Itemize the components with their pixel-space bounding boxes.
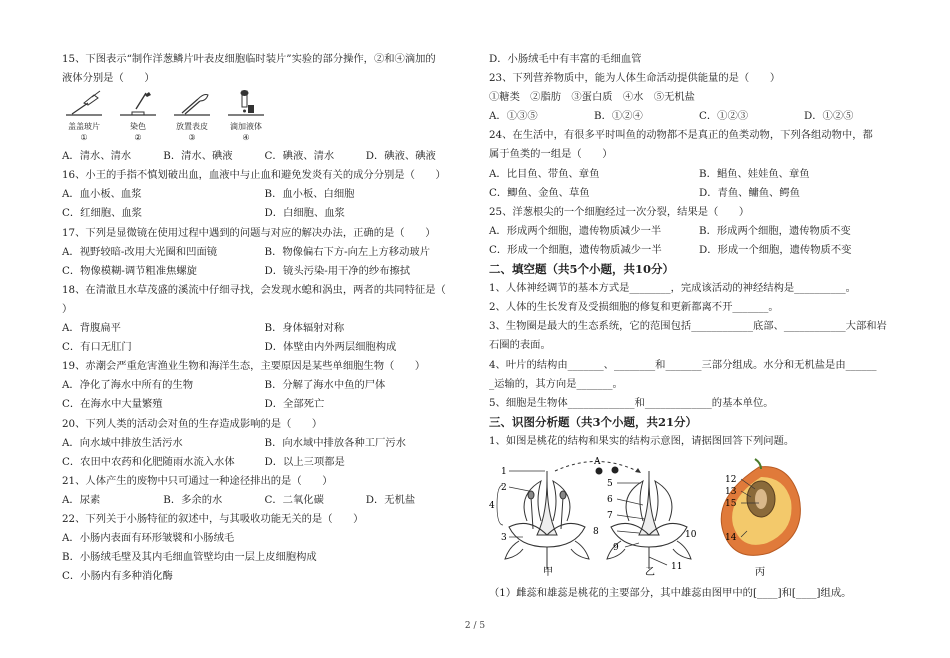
fill-q3-line1: 3、生物圈是最大的生态系统，它的范围包括____________底部、____________大部和岩 — [489, 320, 887, 333]
fig-num-1: 1 — [501, 466, 507, 477]
q24-option-b[interactable]: B．鲳鱼、娃娃鱼、章鱼 — [699, 167, 810, 180]
q19-option-d[interactable]: D．全部死亡 — [264, 398, 325, 411]
fig-num-6: 6 — [607, 494, 613, 505]
q24-option-c[interactable]: C．鲫鱼、金鱼、草鱼 — [489, 186, 590, 199]
page-number: 2 / 5 — [464, 621, 486, 631]
q15-fig1-num: ① — [80, 133, 88, 143]
q18-option-b[interactable]: B．身体辐射对称 — [264, 322, 345, 335]
caption-bing: 丙 — [755, 566, 765, 577]
q15-figure-strip — [64, 89, 467, 147]
fig-num-2: 2 — [501, 482, 507, 493]
q21-options — [62, 491, 467, 510]
fig-num-12: 12 — [725, 474, 737, 485]
q24-stem-line2: 属于鱼类的一组是（ ） — [489, 148, 613, 161]
q18-option-d[interactable]: D．体壁由内外两层细胞构成 — [264, 341, 397, 354]
fig-num-9: 9 — [613, 542, 619, 553]
fig-num-14: 14 — [725, 532, 737, 543]
pollen-dot-2 — [612, 466, 619, 473]
q15-option-d[interactable]: D．碘液、碘液 — [365, 150, 436, 163]
q19-options-cd — [62, 395, 467, 414]
right-column — [489, 50, 909, 603]
q15-fig4-label: 滴加液体 — [230, 122, 262, 132]
q17-options-cd — [62, 262, 467, 281]
fill-q1: 1、人体神经调节的基本方式是________，完成该活动的神经结构是__________。 — [489, 282, 856, 295]
q18-options-cd — [62, 338, 467, 357]
cover-slip-illustration — [64, 89, 104, 121]
q17-option-c[interactable]: C．物像模糊-调节粗准焦螺旋 — [62, 264, 197, 277]
q18-option-a[interactable]: A．背腹扁平 — [62, 322, 121, 335]
fig-num-10: 10 — [685, 529, 697, 540]
section-2-heading: 二、填空题（共5个小题，共10分） — [489, 262, 675, 277]
q23-option-a[interactable]: A．①③⑤ — [489, 110, 538, 123]
q18-options-ab — [62, 319, 467, 338]
q20-option-c[interactable]: C．农田中农药和化肥随雨水流入水体 — [62, 455, 235, 468]
arrow-label-a: A — [594, 456, 601, 467]
q15-options — [62, 147, 467, 166]
fig-num-3: 3 — [501, 532, 507, 543]
q15-figure-drop-liquid — [226, 89, 266, 143]
peach-flower-figure — [489, 457, 889, 577]
q24-option-a[interactable]: A．比目鱼、带鱼、章鱼 — [489, 167, 600, 180]
fig-num-4: 4 — [489, 500, 495, 511]
q22-stem: 22、下列关于小肠特征的叙述中，与其吸收功能无关的是（ ） — [62, 512, 364, 525]
q19-option-b[interactable]: B．分解了海水中鱼的尸体 — [264, 379, 386, 392]
q22-option-d[interactable]: D．小肠绒毛中有丰富的毛细血管 — [489, 53, 642, 65]
q15-stem-line1: 15、下图表示“制作洋葱鳞片叶表皮细胞临时装片”实验的部分操作，②和④滴加的 — [62, 53, 436, 65]
q25-option-c[interactable]: C．形成一个细胞，遗传物质减少一半 — [489, 243, 662, 256]
q17-option-d[interactable]: D．镜头污染-用干净的纱布擦拭 — [264, 264, 411, 277]
fig-num-5: 5 — [607, 478, 613, 489]
q15-fig1-label: 盖盖玻片 — [68, 122, 100, 132]
flower-jia-illustration — [505, 471, 589, 569]
q25-option-a[interactable]: A．形成两个细胞，遗传物质减少一半 — [489, 224, 662, 237]
flower-yi-illustration — [607, 471, 691, 569]
q25-options-ab — [489, 222, 909, 241]
q23-option-c[interactable]: C．①②③ — [699, 110, 749, 123]
q16-option-c[interactable]: C．红细胞、血浆 — [62, 207, 142, 220]
q17-options-ab — [62, 243, 467, 262]
q20-stem: 20、下列人类的活动会对鱼的生存造成影响的是（ ） — [62, 417, 323, 430]
fill-q2: 2、人体的生长发育及受损细胞的修复和更新都离不开_______。 — [489, 301, 779, 314]
q23-option-b[interactable]: B．①②④ — [594, 110, 643, 123]
fill-q3-line2: 石圈的表面。 — [489, 339, 551, 352]
q15-fig2-label: 染色 — [130, 122, 146, 132]
q22-option-b[interactable]: B．小肠绒毛壁及其内毛细血管壁均由一层上皮细胞构成 — [62, 551, 317, 564]
q20-options-ab — [62, 434, 467, 453]
q24-option-d[interactable]: D．青鱼、鳙鱼、鳄鱼 — [699, 186, 800, 199]
fill-q4-line2: _运输的，其方向是_______。 — [489, 377, 623, 390]
q23-items: ①糖类 ②脂肪 ③蛋白质 ④水 ⑤无机盐 — [489, 91, 695, 104]
q17-stem: 17、下列是显微镜在使用过程中遇到的问题与对应的解决办法，正确的是（ ） — [62, 226, 436, 239]
q15-stem-line2: 液体分别是（ ） — [62, 72, 155, 85]
q16-option-d[interactable]: D．白细胞、血浆 — [264, 207, 345, 220]
q24-stem-line1: 24、在生活中，有很多平时叫鱼的动物都不是真正的鱼类动物，下列各组动物中，都 — [489, 129, 873, 142]
q25-option-b[interactable]: B．形成两个细胞，遗传物质不变 — [699, 224, 851, 237]
q15-fig2-num: ② — [134, 133, 142, 143]
q25-stem: 25、洋葱根尖的一个细胞经过一次分裂，结果是（ ） — [489, 205, 750, 218]
drop-liquid-illustration — [226, 89, 266, 121]
stain-illustration — [118, 89, 158, 121]
q15-fig3-num: ③ — [188, 133, 196, 143]
q31-sub1: （1）雌蕊和雄蕊是桃花的主要部分，其中雄蕊由图甲中的[____]和[____]组成。 — [489, 587, 852, 600]
q20-option-d[interactable]: D．以上三项都是 — [264, 455, 345, 468]
fig-num-13: 13 — [725, 486, 737, 497]
q24-options-ab — [489, 165, 909, 184]
section-3-heading: 三、识图分析题（共3个小题，共21分） — [489, 414, 698, 429]
q19-stem: 19、赤潮会严重危害渔业生物和海洋生态，主要原因是某些单细胞生物（ ） — [62, 360, 426, 373]
q15-figure-cover-slip — [64, 89, 104, 143]
q19-option-c[interactable]: C．在海水中大量繁殖 — [62, 398, 163, 411]
q21-option-b[interactable]: B．多余的水 — [163, 493, 223, 506]
q20-option-b[interactable]: B．向水域中排放各种工厂污水 — [264, 436, 406, 449]
q19-options-ab — [62, 376, 467, 395]
fill-q4-line1: 4、叶片的结构由_______、________和_______三部分组成。水分和无机盐是由______ — [489, 358, 877, 371]
q15-figure-stain — [118, 89, 158, 143]
q21-option-d[interactable]: D．无机盐 — [365, 493, 416, 506]
q16-stem: 16、小王的手指不慎划破出血，血液中与止血和避免发炎有关的成分分别是（ ） — [62, 169, 446, 182]
q31-stem: 1、如图是桃花的结构和果实的结构示意图，请据图回答下列问题。 — [489, 434, 795, 447]
flower-yi-leader-lines — [617, 483, 667, 565]
q16-option-a[interactable]: A．血小板、血浆 — [62, 188, 142, 201]
q20-options-cd — [62, 453, 467, 472]
q17-option-a[interactable]: A．视野较暗-改用大光圈和凹面镜 — [62, 245, 218, 258]
caption-yi: 乙 — [645, 566, 655, 577]
q18-stem-line1: 18、在清澈且水草茂盛的溪流中仔细寻找，会发现水螅和涡虫，两者的共同特征是（ — [62, 283, 446, 296]
left-column — [62, 50, 467, 586]
fig-num-15: 15 — [725, 498, 737, 509]
q18-stem-line2: ） — [62, 302, 73, 315]
q23-options — [489, 107, 909, 126]
q15-fig3-label: 放置表皮 — [176, 122, 208, 132]
q22-option-c[interactable]: C．小肠内有多种消化酶 — [62, 570, 173, 583]
place-epidermis-illustration — [172, 89, 212, 121]
q16-options-ab — [62, 185, 467, 204]
q15-fig4-num: ④ — [242, 133, 250, 143]
fig-num-8: 8 — [593, 526, 599, 537]
q25-option-d[interactable]: D．形成一个细胞，遗传物质不变 — [699, 243, 852, 256]
q21-option-a[interactable]: A．尿素 — [62, 493, 101, 506]
pollen-dot-1 — [596, 467, 603, 474]
fill-q5: 5、细胞是生物体_____________和_____________的基本单位。 — [489, 396, 774, 409]
fig-num-7: 7 — [607, 510, 613, 521]
q24-options-cd — [489, 184, 909, 203]
caption-jia: 甲 — [543, 566, 553, 577]
fig-num-11: 11 — [671, 561, 683, 572]
q21-option-c[interactable]: C．二氧化碳 — [264, 493, 324, 506]
q19-option-a[interactable]: A．净化了海水中所有的生物 — [62, 379, 193, 392]
q23-option-d[interactable]: D．①②⑤ — [804, 110, 854, 123]
q20-option-a[interactable]: A．向水域中排放生活污水 — [62, 436, 183, 449]
q15-option-c[interactable]: C．碘液、清水 — [264, 150, 335, 163]
q15-option-b[interactable]: B．清水、碘液 — [163, 150, 233, 163]
q16-options-cd — [62, 204, 467, 223]
q15-figure-place-epidermis — [172, 89, 212, 143]
q21-stem: 21、人体产生的废物中只可通过一种途径排出的是（ ） — [62, 474, 333, 487]
q17-option-b[interactable]: B．物像偏右下方-向左上方移动玻片 — [264, 245, 430, 258]
q15-option-a[interactable]: A．清水、清水 — [62, 150, 132, 163]
q16-option-b[interactable]: B．血小板、白细胞 — [264, 188, 355, 201]
q25-options-cd — [489, 241, 909, 260]
q23-stem: 23、下列营养物质中，能为人体生命活动提供能量的是（ ） — [489, 72, 781, 85]
q18-option-c[interactable]: C．有口无肛门 — [62, 341, 132, 354]
q22-option-a[interactable]: A．小肠内表面有环形皱襞和小肠绒毛 — [62, 532, 235, 545]
arrow-head-icon — [635, 468, 641, 473]
